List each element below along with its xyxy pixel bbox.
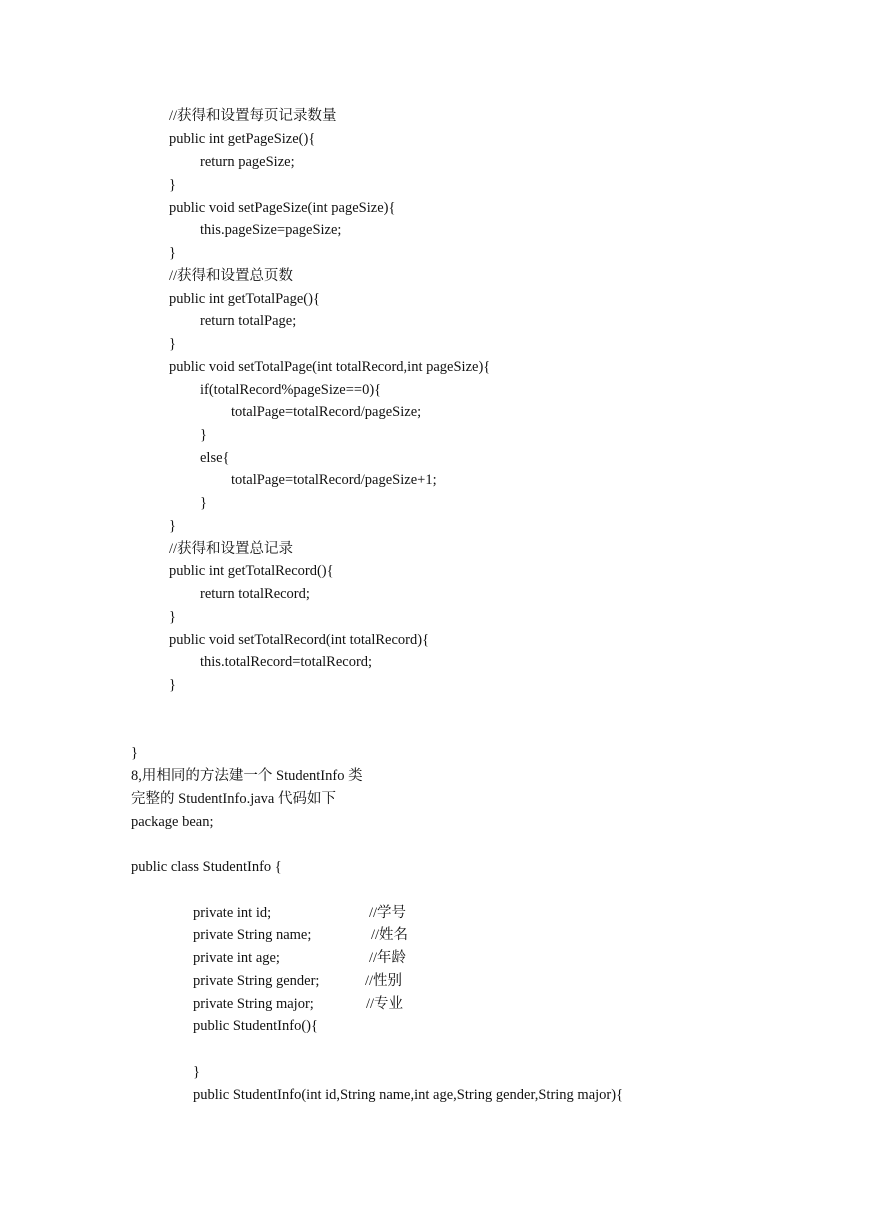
code-line: private int id; — [193, 905, 272, 921]
code-line: private String gender; — [193, 973, 320, 989]
code-line: public void setPageSize(int pageSize){ — [169, 200, 396, 216]
code-line: public class StudentInfo { — [131, 859, 282, 875]
code-line: //获得和设置每页记录数量 — [169, 108, 337, 124]
code-line: } — [200, 495, 207, 511]
code-line: } — [169, 518, 176, 534]
code-line: } — [169, 336, 176, 352]
code-line: public void setTotalRecord(int totalRecord){ — [169, 632, 430, 648]
code-line: if(totalRecord%pageSize==0){ — [200, 382, 382, 398]
code-line: this.totalRecord=totalRecord; — [200, 654, 373, 670]
code-line: } — [169, 177, 176, 193]
code-line: public int getTotalRecord(){ — [169, 563, 334, 579]
code-line: return pageSize; — [200, 154, 295, 170]
field-comment: //性别 — [365, 973, 403, 989]
code-line: } — [169, 609, 176, 625]
code-line: } — [193, 1064, 200, 1080]
code-line: public void setTotalPage(int totalRecord,int pageSize){ — [169, 359, 491, 375]
code-line: public int getTotalPage(){ — [169, 291, 320, 307]
code-line: this.pageSize=pageSize; — [200, 222, 342, 238]
step-description: 完整的 StudentInfo.java 代码如下 — [131, 791, 336, 807]
field-comment: //姓名 — [371, 927, 409, 943]
code-line: private String major; — [193, 996, 314, 1012]
step-heading: 8,用相同的方法建一个 StudentInfo 类 — [131, 768, 363, 784]
code-line: } — [131, 745, 138, 761]
field-comment: //专业 — [366, 996, 404, 1012]
code-line: } — [169, 245, 176, 261]
code-line: package bean; — [131, 814, 214, 830]
code-line: //获得和设置总页数 — [169, 268, 294, 284]
code-line: //获得和设置总记录 — [169, 541, 294, 557]
code-line: return totalPage; — [200, 313, 297, 329]
field-comment: //年龄 — [369, 950, 407, 966]
code-line: public StudentInfo(){ — [193, 1018, 318, 1034]
field-comment: //学号 — [369, 905, 407, 921]
code-line: totalPage=totalRecord/pageSize; — [231, 404, 422, 420]
code-line: } — [169, 677, 176, 693]
code-line: private String name; — [193, 927, 312, 943]
code-line: private int age; — [193, 950, 280, 966]
code-line: else{ — [200, 450, 230, 466]
code-line: totalPage=totalRecord/pageSize+1; — [231, 472, 437, 488]
code-line: return totalRecord; — [200, 586, 310, 602]
code-line: } — [200, 427, 207, 443]
code-line: public StudentInfo(int id,String name,int age,String gender,String major){ — [193, 1087, 624, 1103]
code-line: public int getPageSize(){ — [169, 131, 316, 147]
